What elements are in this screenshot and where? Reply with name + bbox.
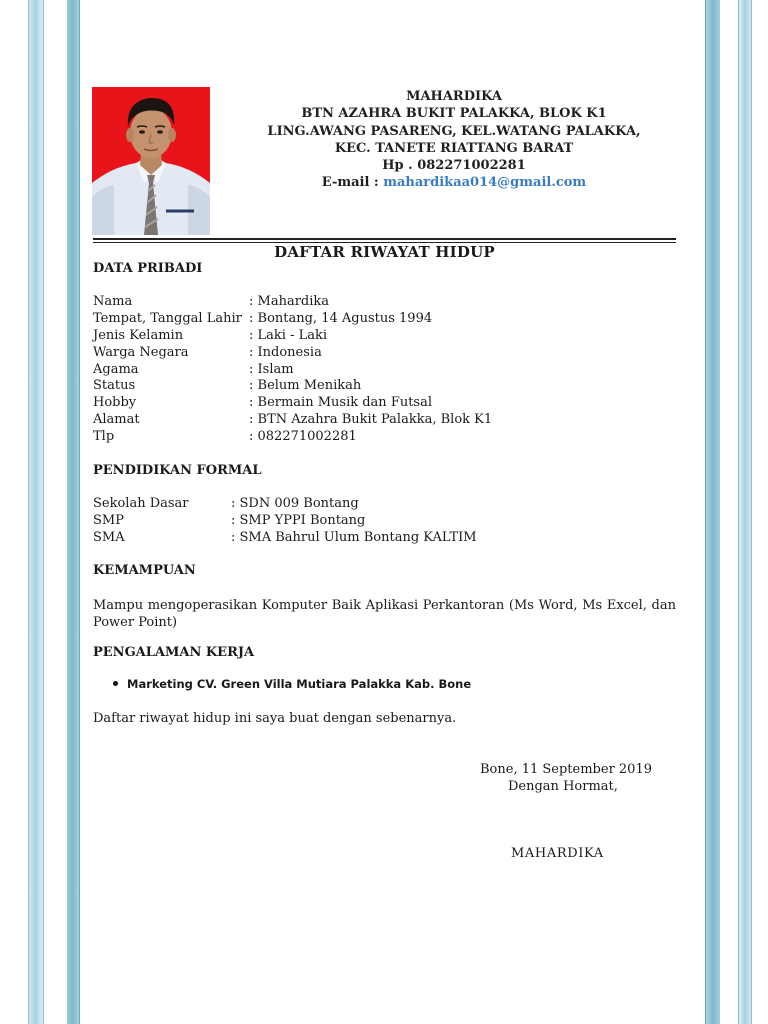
profile-photo-illustration [92,87,210,235]
personal-label: Warga Negara [93,345,189,360]
education-value: : SMA Bahrul Ulum Bontang KALTIM [231,530,477,545]
section-heading-education: PENDIDIKAN FORMAL [93,463,262,478]
right-border-inner [705,0,720,1024]
education-value: : SMP YPPI Bontang [231,513,366,528]
personal-row [93,378,361,395]
education-value: : SDN 009 Bontang [231,496,359,511]
personal-row [93,328,327,345]
header-rule-thick [93,238,676,240]
signature-name: MAHARDIKA [511,846,604,861]
personal-value: : 082271002281 [249,429,357,444]
section-heading-skills: KEMAMPUAN [93,563,196,578]
personal-label: Status [93,378,136,393]
personal-row [93,311,432,328]
personal-value: : Belum Menikah [249,378,362,393]
personal-label: Tlp [93,429,115,444]
education-label: SMP [93,513,124,528]
header-address-line-1: BTN AZAHRA BUKIT PALAKKA, BLOK K1 [301,106,607,122]
personal-label: Nama [93,294,133,309]
header-name: MAHARDIKA [406,89,502,104]
personal-value: : Bontang, 14 Agustus 1994 [249,311,433,326]
statement-text: Daftar riwayat hidup ini saya buat dengan sebenarnya. [93,711,457,726]
header-email-row [230,174,678,191]
personal-row [93,362,294,379]
experience-item-text: Marketing CV. Green Villa Mutiara Palakka Kab. Bone [127,677,472,691]
personal-row [93,395,432,412]
left-border-outer [28,0,44,1024]
personal-value: : Islam [249,362,294,377]
education-row [93,496,359,513]
personal-label: Agama [93,362,139,377]
education-label: Sekolah Dasar [93,496,189,511]
personal-row [93,294,329,311]
personal-label: Hobby [93,395,137,410]
right-border-outer [738,0,752,1024]
document-title: DAFTAR RIWAYAT HIDUP [274,243,495,261]
header-email-label: E-mail : [321,175,384,191]
personal-label: Jenis Kelamin [93,328,184,343]
header-phone: Hp . 082271002281 [382,158,526,174]
personal-row [93,412,492,429]
header-address-line-2: LING.AWANG PASARENG, KEL.WATANG PALAKKA, [267,123,641,139]
personal-label: Alamat [93,412,140,427]
contact-header [230,88,678,192]
personal-label: Tempat, Tanggal Lahir [93,311,242,326]
personal-value: : Bermain Musik dan Futsal [249,395,433,410]
left-border-inner [67,0,80,1024]
personal-value: : Laki - Laki [249,328,328,343]
personal-value: : Indonesia [249,345,322,360]
section-heading-experience: PENGALAMAN KERJA [93,645,255,660]
personal-value: : BTN Azahra Bukit Palakka, Blok K1 [249,412,493,427]
education-row [93,513,365,530]
header-email-link[interactable]: mahardikaa014@gmail.com [383,175,587,191]
personal-row [93,345,322,362]
signature-closing: Dengan Hormat, [508,779,618,794]
header-address-line-3: KEC. TANETE RIATTANG BARAT [334,140,574,156]
personal-row [93,429,357,446]
signature-place-date: Bone, 11 September 2019 [480,762,652,777]
section-heading-personal: DATA PRIBADI [93,261,203,276]
experience-item [113,677,471,691]
education-row [93,530,477,547]
education-label: SMA [93,530,125,545]
profile-photo [92,87,210,235]
skills-text: Mampu mengoperasikan Komputer Baik Aplikasi Perkantoran (Ms Word, Ms Excel, dan Power Point) [93,598,676,630]
bullet-dot-icon [113,681,118,686]
personal-value: : Mahardika [249,294,330,309]
